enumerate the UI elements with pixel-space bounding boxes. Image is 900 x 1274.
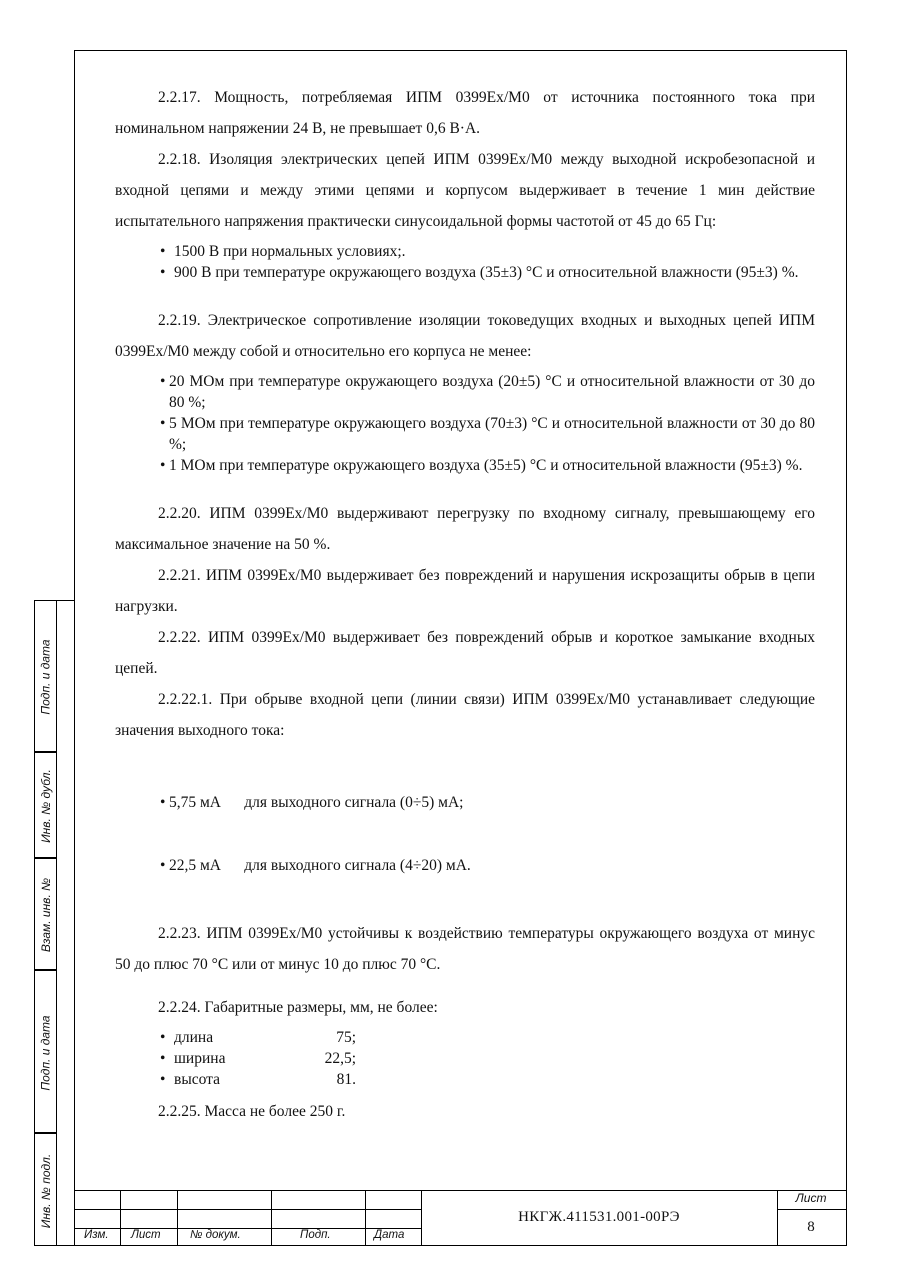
col-izm-label: Изм. xyxy=(84,1229,109,1241)
paragraph-2-2-20: 2.2.20. ИПМ 0399Ex/М0 выдерживают перегрузку по входному сигналу, превышающему его максимальное значение на 50 %. xyxy=(115,505,815,553)
list-item: • 5,75 мА для выходного сигнала (0÷5) мА; xyxy=(160,792,815,813)
side-cell-3 xyxy=(34,858,56,970)
paragraph-2-2-25: 2.2.25. Масса не более 250 г. xyxy=(158,1103,346,1120)
document-body xyxy=(115,82,815,1127)
paragraph-2-2-22: 2.2.22. ИПМ 0399Ex/М0 выдерживает без повреждений обрыв и короткое замыкание входных цепей. xyxy=(115,629,815,677)
dimension-name: длина xyxy=(174,1029,214,1046)
sheet-caption: Лист xyxy=(795,1191,827,1205)
col-data-label: Дата xyxy=(374,1229,405,1241)
side-label: Инв. № дубл. xyxy=(39,769,53,843)
paragraph-2-2-24: 2.2.24. Габаритные размеры, мм, не более: xyxy=(158,999,438,1016)
dimension-value: 75; xyxy=(336,1029,356,1046)
paragraph-2-2-19: 2.2.19. Электрическое сопротивление изоляции токоведущих входных и выходных цепей ИПМ 0399Ex/М0 между собой и относительно его корпуса не менее: xyxy=(115,312,815,360)
title-block xyxy=(74,1190,847,1246)
sheet-number: 8 xyxy=(807,1219,815,1235)
dimensions-list xyxy=(115,1027,815,1090)
side-cell-4 xyxy=(34,970,56,1133)
list-item: • 900 В при температуре окружающего воздуха (35±3) °С и относительной влажности (95±3) %. xyxy=(160,262,815,283)
side-cell-1 xyxy=(34,600,56,752)
list-item: • высота 81. xyxy=(160,1071,356,1088)
side-label: Инв. № подл. xyxy=(39,1153,53,1228)
paragraph-2-2-18: 2.2.18. Изоляция электрических цепей ИПМ 0399Ex/М0 между выходной искробезопасной и входной цепями и между этими цепями и корпусом выдерживает в течение 1 мин действие испытательного напряжения практически синусоидальной формы частотой от 45 до 65 Гц: xyxy=(115,151,815,230)
paragraph-2-2-23: 2.2.23. ИПМ 0399Ex/М0 устойчивы к воздействию температуры окружающего воздуха от минус 50 до плюс 70 °С или от минус 10 до плюс 70 °С. xyxy=(115,925,815,973)
paragraph-2-2-17: 2.2.17. Мощность, потребляемая ИПМ 0399Ex/М0 от источника постоянного тока при номинальном напряжении 24 В, не превышает 0,6 В·А. xyxy=(115,89,815,137)
document-number: НКГЖ.411531.001-00РЭ xyxy=(518,1209,680,1225)
side-cell-5 xyxy=(34,1133,56,1246)
list-item: • длина 75; xyxy=(160,1029,356,1046)
dimension-name: высота xyxy=(174,1071,221,1088)
side-strip xyxy=(56,600,74,1246)
list-item: • ширина 22,5; xyxy=(160,1050,356,1067)
list-item: • 1500 В при нормальных условиях;. xyxy=(160,241,815,262)
list-insulation-voltage xyxy=(115,241,815,283)
list-item: • 5 МОм при температуре окружающего воздуха (70±3) °С и относительной влажности от 30 до 80 %; xyxy=(160,413,815,455)
dimension-value: 22,5; xyxy=(324,1050,356,1067)
list-item: • 1 МОм при температуре окружающего воздуха (35±5) °С и относительной влажности (95±3) %. xyxy=(160,455,815,476)
list-item: • 20 МОм при температуре окружающего воздуха (20±5) °С и относительной влажности от 30 до 80 %; xyxy=(160,371,815,413)
col-podp-label: Подп. xyxy=(300,1229,331,1241)
side-label: Подп. и дата xyxy=(39,639,53,715)
dimension-value: 81. xyxy=(336,1071,356,1088)
list-item: • 22,5 мА для выходного сигнала (4÷20) мА. xyxy=(160,855,815,876)
col-list-label: Лист xyxy=(131,1229,161,1241)
list-insulation-resistance xyxy=(115,371,815,476)
list-output-current xyxy=(115,750,815,918)
col-dokum-label: № докум. xyxy=(190,1229,241,1241)
paragraph-2-2-21: 2.2.21. ИПМ 0399Ex/М0 выдерживает без повреждений и нарушения искрозащиты обрыв в цепи нагрузки. xyxy=(115,567,815,615)
side-label: Взам. инв. № xyxy=(39,877,54,953)
side-label: Подп. и дата xyxy=(39,1014,53,1091)
paragraph-2-2-22-1: 2.2.22.1. При обрыве входной цепи (линии связи) ИПМ 0399Ex/М0 устанавливает следующие значения выходного тока: xyxy=(115,691,815,739)
dimension-name: ширина xyxy=(174,1050,226,1067)
side-cell-2 xyxy=(34,752,56,858)
